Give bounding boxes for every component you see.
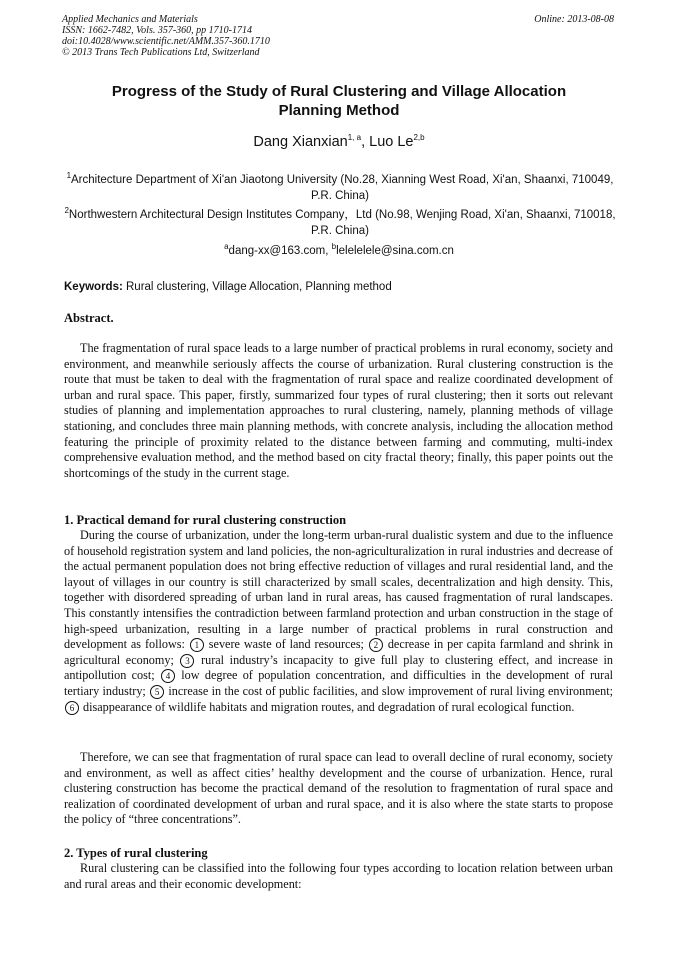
- author-1-sup: 1, a: [347, 133, 362, 143]
- keywords-text: Rural clustering, Village Allocation, Planning method: [122, 281, 392, 293]
- email-b-sup: b: [331, 242, 337, 252]
- journal-doi: doi:10.4028/www.scientific.net/AMM.357-360.1710: [62, 36, 270, 47]
- list-marker-6: 6: [65, 701, 79, 715]
- paper-title-line2: Planning Method: [278, 102, 400, 119]
- author-separator: ,: [361, 134, 370, 150]
- problem-1: severe waste of land resources;: [204, 637, 368, 652]
- journal-header: [62, 14, 270, 58]
- section-1-paragraph-1: [64, 528, 613, 715]
- paper-title: [80, 82, 598, 120]
- affiliation-1: [64, 172, 616, 204]
- section-1-paragraph-2: Therefore, we can see that fragmentation of rural space can lead to overall decline of rural economy, society and environment, as well as affect cities’ healthy development and the course of urbanization. Hence, rural clustering construction has become the practical demand of the resolution to fragmentation of rural space and realization of coordinated development of urban and rural space, and it is also where the state starts to propose the policy of “three concentrations”.: [64, 750, 613, 827]
- affiliation-1-text: Architecture Department of Xi'an Jiaotong University (No.28, Xianning West Road, Xi'an, Shaanxi, 710049, P.R. China): [71, 174, 614, 202]
- abstract-text: The fragmentation of rural space leads to a large number of practical problems in rural economy, society and environment, and meanwhile seriously affects the course of urbanization. Rural clustering construction is the route that must be taken to deal with the fragmentation of rural space and realize coordinated development of urban and rural space. This paper, firstly, summarized four types of rural clustering; then it sorts out relevant studies of planning and implementation approaches to rural clustering, namely, planning methods of village stationing, and concludes three main planning methods, with concrete analysis, including the allocation method featuring the principle of proximity related to the distance between farming and commuting, multi-index comprehensive evaluation method, and the method based on city fractal theory; finally, this paper points out the shortcomings of the study in the current stage.: [64, 341, 613, 480]
- affiliation-1-sup: 1: [66, 171, 72, 181]
- keywords: [64, 280, 392, 295]
- section-2-heading: 2. Types of rural clustering: [64, 846, 208, 860]
- author-1: Dang Xianxian: [253, 134, 348, 150]
- section-2-paragraph-1: Rural clustering can be classified into the following four types according to location relation between urban and rural areas and their economic development:: [64, 861, 613, 891]
- journal-copyright: © 2013 Trans Tech Publications Ltd, Switzerland: [62, 47, 260, 58]
- problem-3: rural industry’s incapacity to give full play to clustering effect, and increase in antipollution cost;: [64, 652, 613, 683]
- problem-6: disappearance of wildlife habitats and migration routes, and degradation of rural ecological function.: [80, 699, 575, 714]
- problem-4: low degree of population concentration, and difficulties in the development of rural tertiary industry;: [64, 668, 613, 698]
- list-marker-4: 4: [161, 669, 175, 683]
- problem-2: decrease in per capita farmland and shrink in agricultural economy;: [64, 637, 613, 667]
- emails: [64, 244, 614, 259]
- paper-title-line1: Progress of the Study of Rural Clustering and Village Allocation: [111, 83, 567, 100]
- journal-name: Applied Mechanics and Materials: [62, 14, 198, 25]
- affiliation-2: [64, 207, 616, 239]
- affiliation-2-text: Northwestern Architectural Design Institutes Company，Ltd (No.98, Wenjing Road, Xi'an, Shaanxi, 710018, P.R. China): [68, 209, 616, 237]
- list-marker-2: 2: [369, 638, 383, 652]
- list-marker-5: 5: [150, 685, 164, 699]
- keywords-label: Keywords:: [64, 281, 123, 293]
- list-marker-1: 1: [190, 638, 204, 652]
- email-b: lelelelele@sina.com.cn: [336, 245, 454, 257]
- email-a-sup: a: [224, 242, 229, 252]
- online-date: Online: 2013-08-08: [534, 14, 614, 25]
- abstract-heading: Abstract.: [64, 311, 114, 325]
- section-1-intro: During the course of urbanization, under the long-term urban-rural dualistic system and due to the influence of household registration system and land policies, the non-agriculturalization in rural industries and decrease of the actual permanent population does not bring effective reduction of villages and rural residential land, and the layout of villages in our country is still characterized by small scales, decentralization and high density. This, together with disordered spreading of urban land in rural areas, has caused fragmentation of rural landscapes. This constantly intensifies the contradiction between farmland protection and urban construction in the stage of high-speed urbanization, resulting in a large number of practical problems in rural construction and development as follows:: [64, 528, 613, 652]
- email-a: dang-xx@163.com,: [228, 245, 332, 257]
- author-2: Luo Le: [369, 134, 414, 150]
- affiliation-2-sup: 2: [64, 206, 69, 216]
- section-1-heading: 1. Practical demand for rural clustering construction: [64, 513, 347, 527]
- list-marker-3: 3: [180, 654, 194, 668]
- journal-issn: ISSN: 1662-7482, Vols. 357-360, pp 1710-1714: [62, 25, 252, 36]
- authors: [64, 133, 614, 151]
- author-2-sup: 2,b: [413, 133, 425, 143]
- problem-5: increase in the cost of public facilities, and slow improvement of rural living environment;: [165, 683, 613, 698]
